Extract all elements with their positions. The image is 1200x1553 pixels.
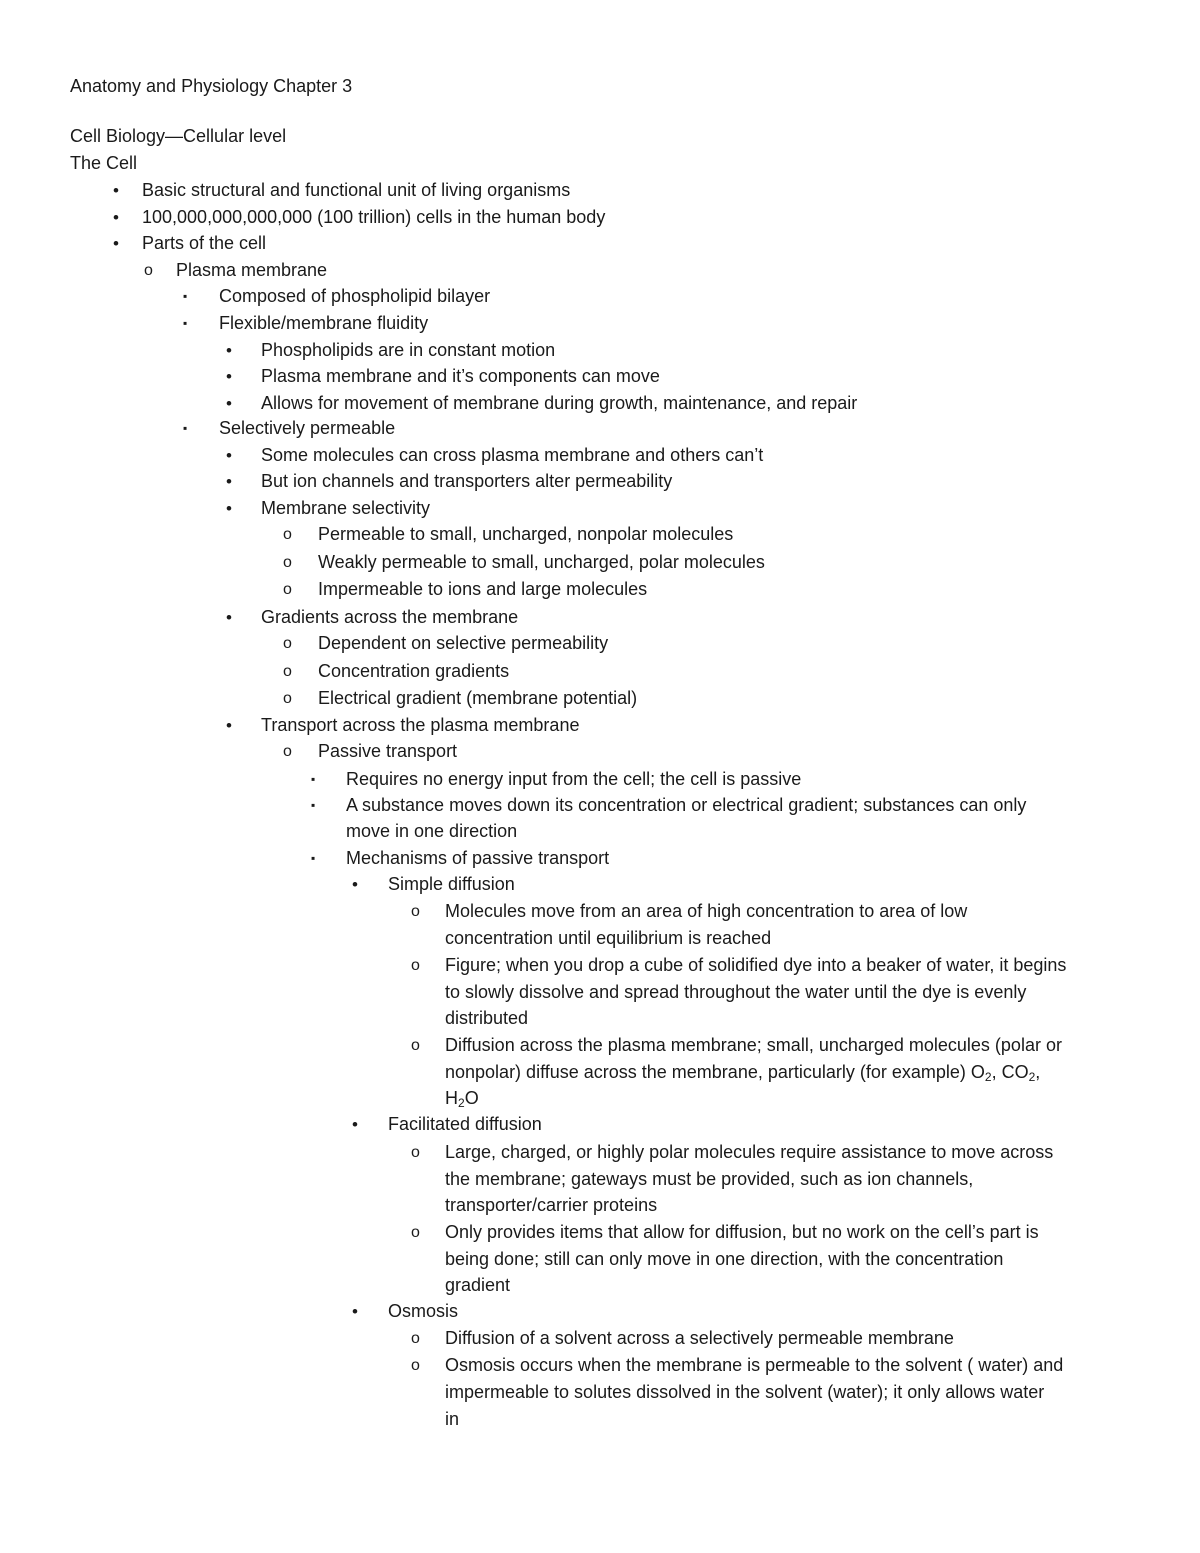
list-bullet-icon: ▪ bbox=[183, 289, 188, 303]
list-item: Basic structural and functional unit of living organisms bbox=[142, 180, 571, 200]
list-item: Composed of phospholipid bilayer bbox=[219, 286, 491, 306]
list-bullet-icon: o bbox=[411, 957, 420, 974]
heading-line: Cell Biology—Cellular level bbox=[70, 126, 287, 146]
list-bullet-icon: o bbox=[411, 1144, 420, 1161]
list-bullet-icon: • bbox=[226, 367, 232, 386]
list-bullet-icon: ▪ bbox=[183, 421, 188, 435]
list-bullet-icon: o bbox=[283, 581, 292, 598]
subscript-digit: 2 bbox=[458, 1096, 465, 1110]
list-item: But ion channels and transporters alter permeability bbox=[261, 471, 673, 491]
list-item-continuation bbox=[445, 1059, 1040, 1086]
list-item: Membrane selectivity bbox=[261, 498, 431, 518]
list-item: Some molecules can cross plasma membrane and others can’t bbox=[261, 445, 764, 465]
list-bullet-icon: o bbox=[283, 635, 292, 652]
list-item: Plasma membrane bbox=[176, 260, 328, 280]
list-bullet-icon: • bbox=[226, 499, 232, 518]
list-item: Transport across the plasma membrane bbox=[261, 715, 580, 735]
list-item-continuation: gradient bbox=[445, 1275, 511, 1295]
list-bullet-icon: o bbox=[411, 1224, 420, 1241]
list-item: Plasma membrane and it’s components can move bbox=[261, 366, 660, 386]
list-item: Permeable to small, uncharged, nonpolar molecules bbox=[318, 524, 734, 544]
list-bullet-icon: o bbox=[144, 262, 153, 279]
page-title: Anatomy and Physiology Chapter 3 bbox=[70, 76, 353, 96]
list-item: Only provides items that allow for diffusion, but no work on the cell’s part is bbox=[445, 1222, 1039, 1242]
heading-line: The Cell bbox=[70, 153, 138, 173]
list-item: Impermeable to ions and large molecules bbox=[318, 579, 648, 599]
list-item-continuation: the membrane; gateways must be provided, such as ion channels, bbox=[445, 1169, 974, 1189]
list-item: Osmosis occurs when the membrane is permeable to the solvent ( water) and bbox=[445, 1355, 1064, 1375]
list-bullet-icon: • bbox=[113, 234, 119, 253]
text-run: O bbox=[464, 1088, 479, 1108]
list-bullet-icon: ▪ bbox=[311, 851, 316, 865]
list-bullet-icon: o bbox=[283, 663, 292, 680]
list-item: Diffusion of a solvent across a selectively permeable membrane bbox=[445, 1328, 954, 1348]
list-bullet-icon: ▪ bbox=[311, 772, 316, 786]
list-bullet-icon: • bbox=[226, 608, 232, 627]
list-item: Requires no energy input from the cell; the cell is passive bbox=[346, 769, 802, 789]
list-item: Gradients across the membrane bbox=[261, 607, 519, 627]
list-item: Passive transport bbox=[318, 741, 458, 761]
list-bullet-icon: o bbox=[283, 743, 292, 760]
list-item: Large, charged, or highly polar molecules require assistance to move across bbox=[445, 1142, 1054, 1162]
list-bullet-icon: • bbox=[226, 716, 232, 735]
list-bullet-icon: o bbox=[411, 1330, 420, 1347]
list-bullet-icon: o bbox=[411, 1037, 420, 1054]
list-bullet-icon: o bbox=[411, 1357, 420, 1374]
list-item: Dependent on selective permeability bbox=[318, 633, 609, 653]
list-item-continuation: transporter/carrier proteins bbox=[445, 1195, 658, 1215]
list-item-continuation: to slowly dissolve and spread throughout the water until the dye is evenly bbox=[445, 982, 1027, 1002]
list-bullet-icon: o bbox=[411, 903, 420, 920]
list-item: Facilitated diffusion bbox=[388, 1114, 542, 1134]
list-item: Molecules move from an area of high concentration to area of low bbox=[445, 901, 968, 921]
list-bullet-icon: ▪ bbox=[311, 798, 316, 812]
text-run: H bbox=[445, 1088, 458, 1108]
list-bullet-icon: • bbox=[226, 394, 232, 413]
list-item-continuation bbox=[445, 1085, 479, 1112]
text-run: nonpolar) diffuse across the membrane, particularly (for example) O bbox=[445, 1062, 985, 1082]
list-bullet-icon: ▪ bbox=[183, 316, 188, 330]
list-item: 100,000,000,000,000 (100 trillion) cells in the human body bbox=[142, 207, 606, 227]
list-item: Phospholipids are in constant motion bbox=[261, 340, 556, 360]
list-item: Parts of the cell bbox=[142, 233, 267, 253]
list-bullet-icon: • bbox=[226, 446, 232, 465]
list-bullet-icon: • bbox=[352, 1115, 358, 1134]
list-item-continuation: move in one direction bbox=[346, 821, 518, 841]
list-bullet-icon: • bbox=[226, 472, 232, 491]
list-bullet-icon: o bbox=[283, 690, 292, 707]
list-bullet-icon: o bbox=[283, 526, 292, 543]
text-run: , bbox=[1035, 1062, 1041, 1082]
list-bullet-icon: • bbox=[226, 341, 232, 360]
list-item: Allows for movement of membrane during growth, maintenance, and repair bbox=[261, 393, 858, 413]
list-item: Concentration gradients bbox=[318, 661, 510, 681]
text-run: , CO bbox=[991, 1062, 1029, 1082]
list-bullet-icon: • bbox=[352, 875, 358, 894]
list-item-continuation: in bbox=[445, 1409, 460, 1429]
list-item: Mechanisms of passive transport bbox=[346, 848, 610, 868]
list-item-continuation: concentration until equilibrium is reached bbox=[445, 928, 772, 948]
subscript-digit: 2 bbox=[1028, 1070, 1036, 1084]
list-item: Weakly permeable to small, uncharged, polar molecules bbox=[318, 552, 765, 572]
list-item: Electrical gradient (membrane potential) bbox=[318, 688, 638, 708]
list-item: Diffusion across the plasma membrane; small, uncharged molecules (polar or bbox=[445, 1035, 1062, 1055]
list-bullet-icon: o bbox=[283, 554, 292, 571]
list-bullet-icon: • bbox=[113, 181, 119, 200]
list-bullet-icon: • bbox=[113, 208, 119, 227]
list-item-continuation: impermeable to solutes dissolved in the solvent (water); it only allows water bbox=[445, 1382, 1045, 1402]
list-item: Flexible/membrane fluidity bbox=[219, 313, 429, 333]
list-item: Selectively permeable bbox=[219, 418, 396, 438]
list-item: Simple diffusion bbox=[388, 874, 515, 894]
subscript-digit: 2 bbox=[984, 1070, 992, 1084]
list-item: Figure; when you drop a cube of solidified dye into a beaker of water, it begins bbox=[445, 955, 1067, 975]
list-item-continuation: being done; still can only move in one direction, with the concentration bbox=[445, 1249, 1004, 1269]
list-item: A substance moves down its concentration or electrical gradient; substances can only bbox=[346, 795, 1027, 815]
list-item: Osmosis bbox=[388, 1301, 459, 1321]
list-bullet-icon: • bbox=[352, 1302, 358, 1321]
list-item-continuation: distributed bbox=[445, 1008, 529, 1028]
